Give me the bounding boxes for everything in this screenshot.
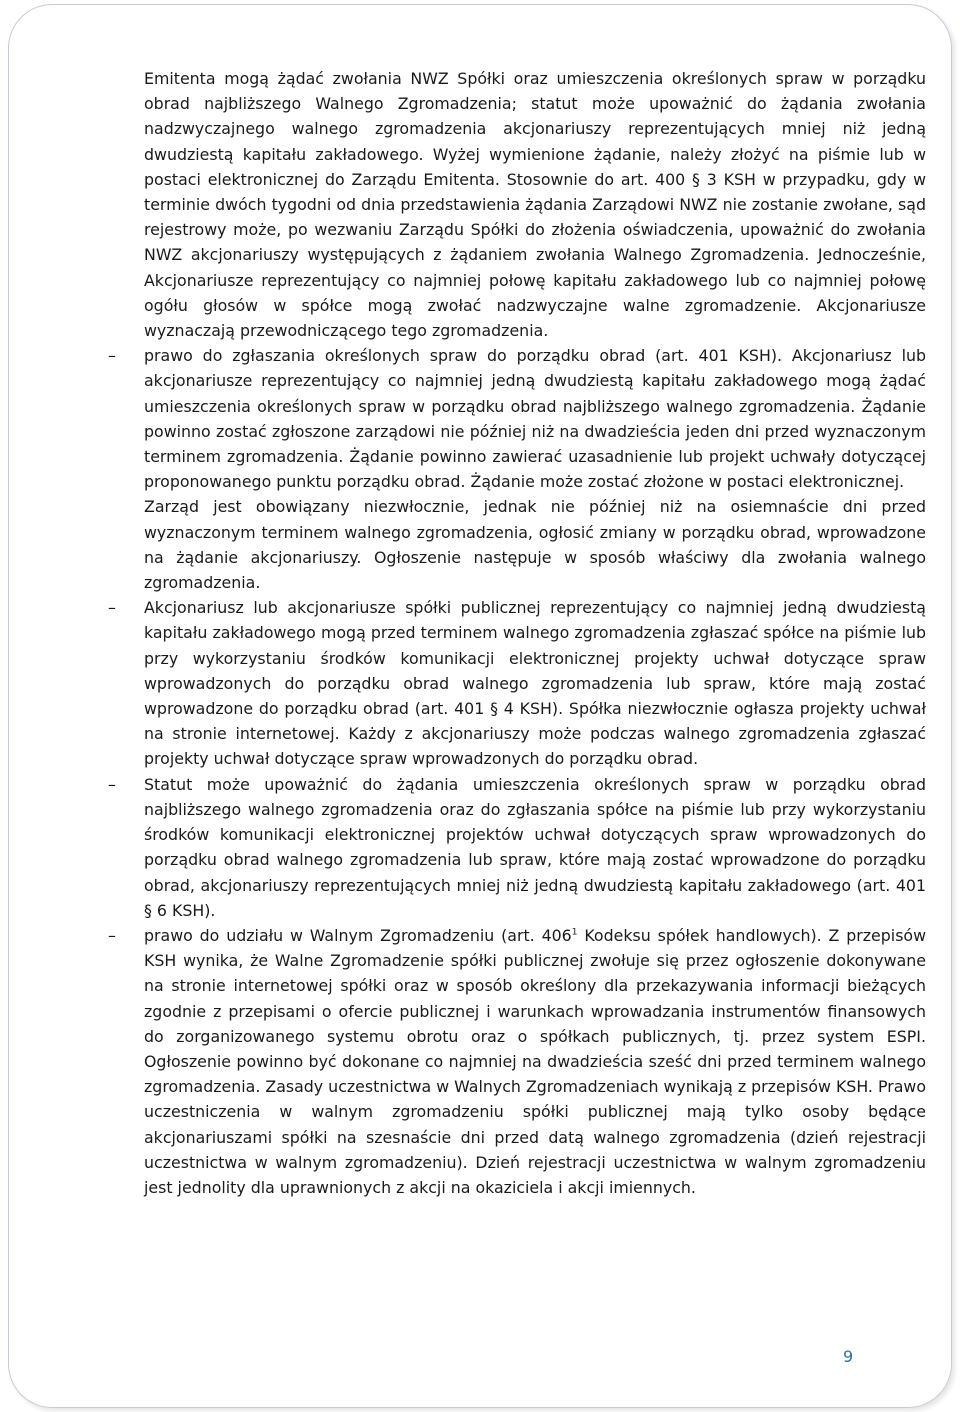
list-dash: –	[108, 598, 116, 618]
list-item-text: Statut może upoważnić do żądania umieszczenia określonych spraw w porządku obrad najbliższego walnego zgromadzenia oraz do zgłaszania spółce na piśmie lub przy wykorzystaniu środków komunikacji elektronicznej projektów uchwał dotyczących spraw wprowadzonych do porządku obrad walnego zgromadzenia lub spraw, które mają zostać wprowadzone do porządku obrad, akcjonariuszy reprezentujących mniej niż jedną dwudziestą kapitału zakładowego (art. 401 § 6 KSH).	[144, 774, 926, 920]
list-item-text: Akcjonariusz lub akcjonariusze spółki publicznej reprezentujący co najmniej jedną dwudziestą kapitału zakładowego mogą przed terminem walnego zgromadzenia zgłaszać spółce na piśmie lub przy wykorzystaniu środków komunikacji elektronicznej projekty uchwał dotyczące spraw wprowadzonych do porządku obrad walnego zgromadzenia lub spraw, które mają zostać wprowadzone do porządku obrad (art. 401 § 4 KSH). Spółka niezwłocznie ogłasza projekty uchwał na stronie internetowej. Każdy z akcjonariuszy może podczas walnego zgromadzenia zgłaszać projekty uchwał dotyczące spraw wprowadzonych do porządku obrad.	[144, 598, 926, 769]
list-dash: –	[108, 774, 116, 794]
list-item	[106, 772, 926, 923]
list-dash: –	[108, 925, 116, 945]
list-dash: –	[108, 346, 116, 366]
list-item	[106, 343, 926, 595]
intro-block	[106, 66, 926, 343]
list-item-text-end: Kodeksu spółek handlowych). Z przepisów KSH wynika, że Walne Zgromadzenie spółki publicznej zwołuje się przez ogłoszenie dokonywane na stronie internetowej spółki oraz w sposób określony dla przekazywania informacji bieżących zgodnie z przepisami o ofercie publicznej i warunkach wprowadzania instrumentów finansowych do zorganizowanego systemu obrotu oraz o spółkach publicznych, tj. przez system ESPI. Ogłoszenie powinno być dokonane co najmniej na dwadzieścia sześć dni przed terminem walnego zgromadzenia. Zasady uczestnictwa w Walnych Zgromadzeniach wynikają z przepisów KSH. Prawo uczestniczenia w walnym zgromadzeniu spółki publicznej mają tylko osoby będące akcjonariuszami spółki na szesnaście dni przed datą walnego zgromadzenia (dzień rejestracji uczestnictwa w walnym zgromadzeniu). Dzień rejestracji uczestnictwa w walnym zgromadzeniu jest jednolity dla uprawnionych z akcji na okaziciela i akcji imiennych.	[144, 925, 927, 1197]
list-item-text	[144, 923, 926, 1200]
page-number: 9	[843, 1347, 854, 1366]
list-item-text-start: prawo do udziału w Walnym Zgromadzeniu (art. 406	[144, 925, 572, 945]
list-item	[106, 923, 926, 1200]
list-item-text: prawo do zgłaszania określonych spraw do porządku obrad (art. 401 KSH). Akcjonariusz lub akcjonariusze reprezentujący co najmniej jedną dwudziestą kapitału zakładowego mogą żądać umieszczenia określonych spraw w porządku obrad najbliższego walnego zgromadzenia. Żądanie powinno zostać zgłoszone zarządowi nie później niż na dwadzieścia jeden dni przed wyznaczonym terminem zgromadzenia. Żądanie powinno zawierać uzasadnienie lub projekt uchwały dotyczącej proponowanego punktu porządku obrad. Żądanie może zostać złożone w postaci elektronicznej.	[144, 346, 926, 492]
superscript: 1	[571, 927, 578, 938]
intro-paragraph: Emitenta mogą żądać zwołania NWZ Spółki oraz umieszczenia określonych spraw w porządku obrad najbliższego Walnego Zgromadzenia; statut może upoważnić do żądania zwołania nadzwyczajnego walnego zgromadzenia akcjonariuszy reprezentujących mniej niż jedną dwudziestą kapitału zakładowego. Wyżej wymienione żądanie, należy złożyć na piśmie lub w postaci elektronicznej do Zarządu Emitenta. Stosownie do art. 400 § 3 KSH w przypadku, gdy w terminie dwóch tygodni od dnia przedstawienia żądania Zarządowi NWZ nie zostanie zwołane, sąd rejestrowy może, po wezwaniu Zarządu Spółki do złożenia oświadczenia, upoważnić do zwołania NWZ akcjonariuszy występujących z żądaniem zwołania Walnego Zgromadzenia. Jednocześnie, Akcjonariusze reprezentujący co najmniej połowę kapitału zakładowego lub co najmniej połowę ogółu głosów w spółce mogą zwołać nadzwyczajne walne zgromadzenie. Akcjonariusze wyznaczają przewodniczącego tego zgromadzenia.	[144, 69, 926, 341]
list-item-continued-text: Zarząd jest obowiązany niezwłocznie, jednak nie później niż na osiemnaście dni przed wyznaczonym terminem walnego zgromadzenia, ogłosić zmiany w porządku obrad, wprowadzone na żądanie akcjonariuszy. Ogłoszenie następuje w sposób właściwy dla zwołania walnego zgromadzenia.	[144, 497, 926, 593]
document-body	[106, 66, 926, 1200]
list-item	[106, 595, 926, 771]
